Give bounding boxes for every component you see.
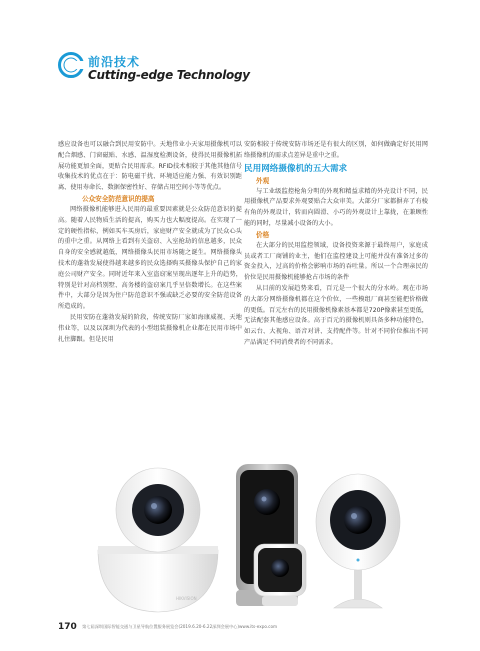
right-paragraph-3: 在大部分的民用监控领域，设备投资来源于最终用户，家庭成员或者工厂商铺的业主，他们在监控建设上可能并没有准备过多的资金投入，过高的价格会影响市场的吞吐量。所以一个合理亲民的价位是民用摄像机能够抢占市场的条件 bbox=[244, 241, 428, 282]
header-title-cn: 前沿技术 bbox=[88, 55, 141, 69]
subheading-public-awareness: 公众安全防范意识的提高 bbox=[82, 194, 155, 203]
section-header bbox=[58, 52, 418, 92]
right-paragraph-2: 与工业级监控枪角分明的外观和精益求精的外壳设计不同，民用摄像机产品要求外观要贴合大众审美。大部分厂家都摒弃了有棱有角的外观设计，转而向圆滑、小巧的外观设计上靠拢，在兼顾性能的同时，尽量减小设备的大小。 bbox=[244, 187, 428, 227]
section-title-five-demands: 民用网络摄像机的五大需求 bbox=[244, 163, 348, 174]
right-paragraph-4: 从目前的发展趋势来看，百元是一个很大的分水岭。观在市场的大部分网络摄像机都在这个价位，一些模组厂商甚至能把价格做的更低。百元左右的民用摄像机像素基本都是720P像素甚至更低，无法配套其他感应设备。高于百元的摄像机则具备多种功能特色，如云台、大视角、语音对讲、支持配件等。针对不同价位推出不同产品满足不同消费者的不同需求。 bbox=[244, 284, 428, 346]
right-paragraph-1: 安防相较于传统安防市场还是有很大的区别，如何做确定好民用网络摄像机的需求点差异是重中之重。 bbox=[244, 141, 428, 159]
left-paragraph-3: 民用安防在蓬勃发展的阶段，传统安防厂家如海康威视、天地伟业等，以及以深圳为代表的小型组装摄像机企业都在民用市场中扎住脚跟。但是民用 bbox=[58, 313, 242, 343]
subheading-appearance: 外观 bbox=[256, 176, 270, 185]
page-footer bbox=[58, 620, 428, 634]
ptz-camera bbox=[98, 468, 218, 612]
page-number: 170 bbox=[58, 622, 77, 632]
c-logo-icon bbox=[58, 52, 84, 78]
header-title-en: Cutting-edge Technology bbox=[88, 68, 250, 82]
right-column bbox=[244, 140, 428, 349]
product-photo bbox=[58, 440, 428, 620]
left-paragraph-2: 网络摄像机能够进入民用的最重要因素就是公众防范意识的提高。随着人民物质生活的提高，购买力也大幅度提高。在实现了一定的硬性指标，例如买车买房后，家庭财产安全就成为了民众心头的重中之重。从网络上看到有关盗窃、入室抢劫的信息越多，民众自身的安全感就越低，网络摄像头民用市场随之诞生。网络摄像头技术的蓬勃发展使得越来越多的民众选择购买摄像头保护自己的家庭公司财产安全。同时近年来入室盗窃案呈现出逐年上升的趋势，特别是针对高档别墅、高务楼的盗窃案几乎呈倍数增长。在这些案件中，大部分是因为住户防范意识不强或缺乏必要的安全防范设备所造成的。 bbox=[58, 205, 242, 311]
brand-label: HIKVISION bbox=[176, 596, 197, 601]
subheading-price: 价格 bbox=[256, 230, 270, 239]
footer-caption: 第七届深圳国际智能交通与卫星导航位置服务展览会(2019.6.20-6.22深圳会展中心)www.its-expo.com bbox=[82, 624, 278, 629]
left-paragraph-1: 感应设备也可以融合到民用安防中。天地伟业小天家用摄像机可以配合烟感、门窗磁贴、水感、温湿度检测设备，使得民用摄像机拓展功能更加全面，更贴合民用需求。RFID技术相较于其他其他信号收集技术的优点在于：防电磁干扰、环境适应能力强、有效识别距离、使用寿命长、数据保密性好、存储占用空间小等等优点。 bbox=[58, 141, 242, 192]
left-column bbox=[58, 140, 242, 345]
round-camera bbox=[316, 474, 400, 608]
